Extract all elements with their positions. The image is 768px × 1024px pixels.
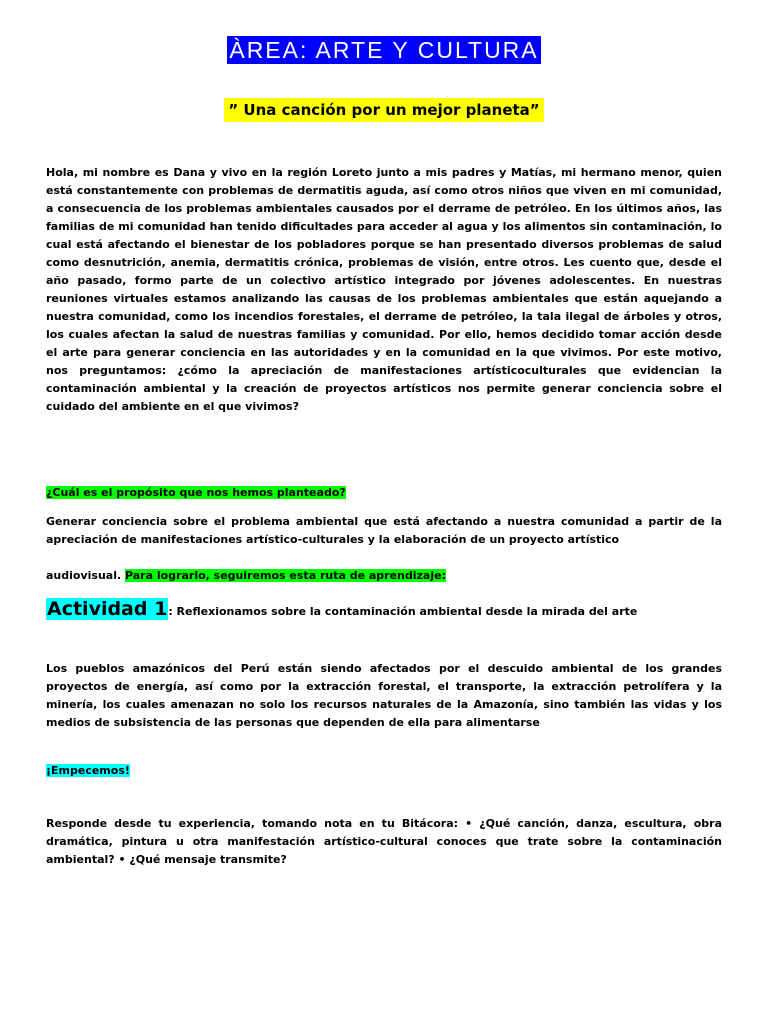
responde-paragraph: Responde desde tu experiencia, tomando nota en tu Bitácora: • ¿Qué canción, danza, escultura, obra dramática, pintura u otra manifestación artístico-cultural conoces que trate sobre la contaminación ambiental? • ¿Qué mensaje transmite?	[46, 817, 722, 866]
purpose-answer-end: audiovisual.	[46, 569, 125, 582]
route-text: Para lograrlo, seguiremos esta ruta de aprendizaje:	[124, 569, 446, 582]
song-title-text: ” Una canción por un mejor planeta”	[224, 98, 543, 122]
pueblos-paragraph: Los pueblos amazónicos del Perú están siendo afectados por el descuido ambiental de los grandes proyectos de energía, así como por la extracción forestal, el transporte, la extracción petrolífera y la minería, los cuales amenazan no solo los recursos naturales de la Amazonía, sino también las vidas y los medios de subsistencia de las personas que dependen de ella para alimentarse	[46, 662, 722, 729]
start-label: ¡Empecemos!	[46, 764, 130, 777]
purpose-answer-continued	[46, 567, 722, 585]
intro-paragraph: Hola, mi nombre es Dana y vivo en la región Loreto junto a mis padres y Matías, mi hermano menor, quien está constantemente con problemas de dermatitis aguda, así como otros niños que viven en mi comunidad, a consecuencia de los problemas ambientales causados por el derrame de petróleo. En los últimos años, las familias de mi comunidad han tenido dificultades para acceder al agua y los alimentos sin contaminación, lo cual está afectando el bienestar de los pobladores porque se han presentado diversos problemas de salud como desnutrición, anemia, dermatitis crónica, problemas de visión, entre otros. Les cuento que, desde el año pasado, formo parte de un colectivo artístico integrado por jóvenes adolescentes. En nuestras reuniones virtuales estamos analizando las causas de los problemas ambientales que están aquejando a nuestra comunidad, como los incendios forestales, el derrame de petróleo, la tala ilegal de árboles y otros, los cuales afectan la salud de nuestras familias y comunidad. Por ello, hemos decidido tomar acción desde el arte para generar conciencia en las autoridades y en la comunidad en la que vivimos. Por este motivo, nos preguntamos: ¿cómo la apreciación de manifestaciones artísticoculturales que evidencian la contaminación ambiental y la creación de proyectos artísticos nos permite generar conciencia sobre el cuidado del ambiente en el que vivimos?	[46, 166, 722, 413]
song-title	[0, 101, 768, 120]
purpose-question-text: ¿Cuál es el propósito que nos hemos planteado?	[46, 486, 346, 499]
activity-heading	[46, 598, 637, 620]
area-title	[0, 36, 768, 64]
purpose-answer: Generar conciencia sobre el problema ambiental que está afectando a nuestra comunidad a partir de la apreciación de manifestaciones artístico-culturales y la elaboración de un proyecto artístico	[46, 515, 722, 546]
activity-title: : Reflexionamos sobre la contaminación ambiental desde la mirada del arte	[168, 605, 638, 618]
area-title-text: ÀREA: ARTE Y CULTURA	[229, 37, 539, 63]
activity-label: Actividad 1	[47, 598, 168, 620]
purpose-question	[46, 486, 346, 499]
start-heading	[46, 764, 130, 777]
